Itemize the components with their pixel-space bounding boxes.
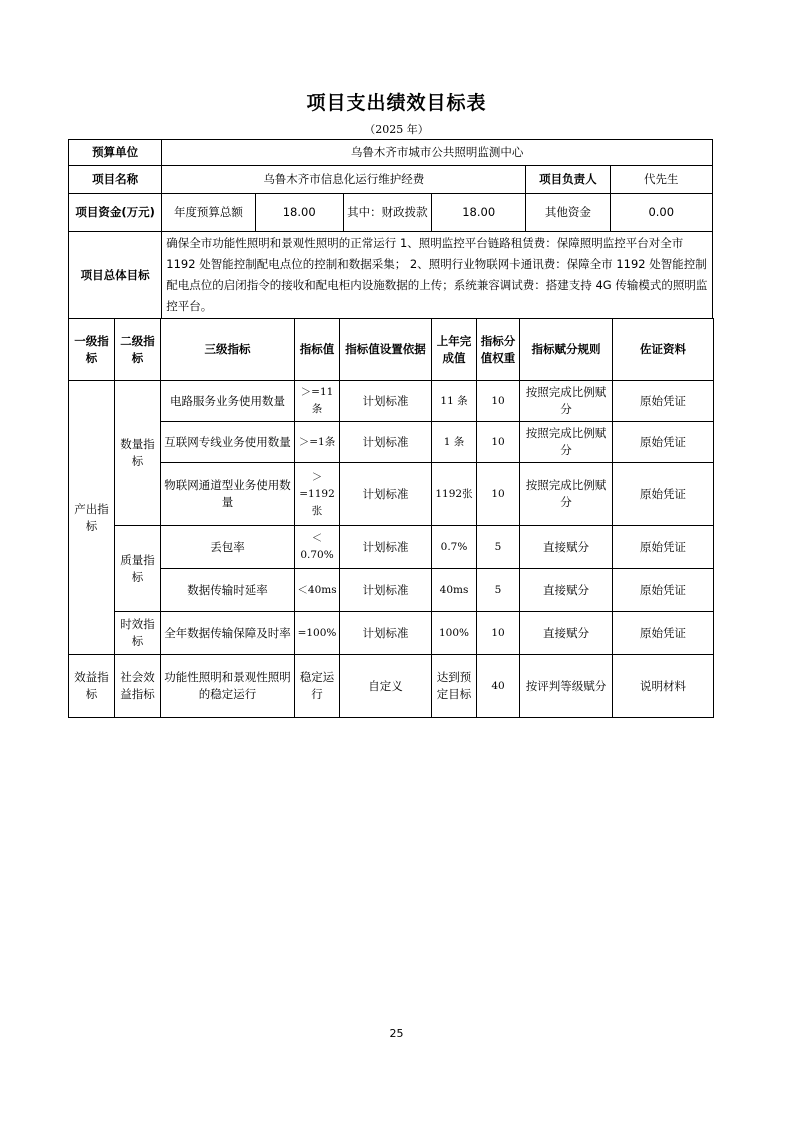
header-evidence: 佐证资料 bbox=[613, 319, 714, 381]
indicator-last-year: 100% bbox=[432, 612, 477, 655]
header-last-year: 上年完成值 bbox=[432, 319, 477, 381]
indicator-weight: 10 bbox=[477, 612, 520, 655]
indicator-weight: 40 bbox=[477, 655, 520, 718]
other-fund-value: 0.00 bbox=[610, 194, 712, 232]
indicator-value: ＜40ms bbox=[295, 569, 340, 612]
table-row bbox=[69, 463, 714, 526]
total-budget-value: 18.00 bbox=[255, 194, 343, 232]
total-budget-label: 年度预算总额 bbox=[162, 194, 255, 232]
indicator-rule: 按照完成比例赋分 bbox=[520, 381, 613, 422]
fiscal-value: 18.00 bbox=[432, 194, 526, 232]
header-rule: 指标赋分规则 bbox=[520, 319, 613, 381]
header-weight: 指标分值权重 bbox=[477, 319, 520, 381]
page-number: 25 bbox=[389, 1027, 404, 1040]
indicator-evidence: 原始凭证 bbox=[613, 463, 714, 526]
indicator-rule: 直接赋分 bbox=[520, 569, 613, 612]
indicator-basis: 计划标准 bbox=[340, 569, 432, 612]
unit-value: 乌鲁木齐市城市公共照明监测中心 bbox=[162, 140, 713, 166]
header-level3: 三级指标 bbox=[161, 319, 295, 381]
indicator-rule: 按照完成比例赋分 bbox=[520, 463, 613, 526]
indicator-value: ＞=1192张 bbox=[295, 463, 340, 526]
project-name-label: 项目名称 bbox=[69, 166, 162, 194]
page-title: 项目支出绩效目标表 bbox=[306, 92, 487, 114]
indicator-basis: 计划标准 bbox=[340, 463, 432, 526]
leader-value: 代先生 bbox=[610, 166, 712, 194]
indicator-last-year: 11 条 bbox=[432, 381, 477, 422]
header-value: 指标值 bbox=[295, 319, 340, 381]
table-row bbox=[69, 422, 714, 463]
indicator-rule: 直接赋分 bbox=[520, 612, 613, 655]
indicator-value: ＞=1条 bbox=[295, 422, 340, 463]
group-benefit: 效益指标 bbox=[69, 655, 115, 718]
project-name-value: 乌鲁木齐市信息化运行维护经费 bbox=[162, 166, 526, 194]
indicator-value: ＞=11条 bbox=[295, 381, 340, 422]
indicator-table bbox=[68, 318, 714, 718]
indicator-name: 功能性照明和景观性照明的稳定运行 bbox=[161, 655, 295, 718]
fiscal-label: 其中：财政拨款 bbox=[343, 194, 431, 232]
indicator-last-year: 40ms bbox=[432, 569, 477, 612]
indicator-basis: 计划标准 bbox=[340, 526, 432, 569]
table-row bbox=[69, 655, 714, 718]
indicator-weight: 5 bbox=[477, 526, 520, 569]
indicator-evidence: 原始凭证 bbox=[613, 422, 714, 463]
indicator-name: 物联网通道型业务使用数量 bbox=[161, 463, 295, 526]
group-quantity: 数量指标 bbox=[115, 381, 161, 526]
indicator-rule: 按照完成比例赋分 bbox=[520, 422, 613, 463]
indicator-basis: 计划标准 bbox=[340, 422, 432, 463]
header-level2: 二级指标 bbox=[115, 319, 161, 381]
indicator-weight: 5 bbox=[477, 569, 520, 612]
indicator-evidence: 说明材料 bbox=[613, 655, 714, 718]
indicator-name: 全年数据传输保障及时率 bbox=[161, 612, 295, 655]
indicator-value: 稳定运行 bbox=[295, 655, 340, 718]
project-info-table bbox=[68, 139, 713, 319]
indicator-basis: 自定义 bbox=[340, 655, 432, 718]
indicator-last-year: 1192张 bbox=[432, 463, 477, 526]
indicator-evidence: 原始凭证 bbox=[613, 526, 714, 569]
indicator-name: 数据传输时延率 bbox=[161, 569, 295, 612]
indicator-evidence: 原始凭证 bbox=[613, 569, 714, 612]
table-row bbox=[69, 381, 714, 422]
other-fund-label: 其他资金 bbox=[526, 194, 610, 232]
indicator-value: ＜0.70% bbox=[295, 526, 340, 569]
year-label: （2025 年） bbox=[364, 123, 429, 136]
indicator-name: 丢包率 bbox=[161, 526, 295, 569]
indicator-name: 电路服务业务使用数量 bbox=[161, 381, 295, 422]
indicator-evidence: 原始凭证 bbox=[613, 381, 714, 422]
indicator-name: 互联网专线业务使用数量 bbox=[161, 422, 295, 463]
overall-goal-label: 项目总体目标 bbox=[69, 232, 162, 319]
group-quality: 质量指标 bbox=[115, 526, 161, 612]
table-row bbox=[69, 612, 714, 655]
fund-label: 项目资金(万元) bbox=[69, 194, 162, 232]
table-row bbox=[69, 526, 714, 569]
indicator-last-year: 1 条 bbox=[432, 422, 477, 463]
indicator-weight: 10 bbox=[477, 381, 520, 422]
group-timeliness: 时效指标 bbox=[115, 612, 161, 655]
group-social: 社会效益指标 bbox=[115, 655, 161, 718]
indicator-last-year: 达到预定目标 bbox=[432, 655, 477, 718]
indicator-weight: 10 bbox=[477, 422, 520, 463]
overall-goal-text: 确保全市功能性照明和景观性照明的正常运行 1、照明监控平台链路租赁费：保障照明监控平台对全市 1192 处智能控制配电点位的控制和数据采集； 2、照明行业物联网卡通讯费：保障全市 1192 处智能控制配电点位的启闭指令的接收和配电柜内设施数据的上传；系统兼容调试费：搭建支持 4G 传输模式的照明监控平台。 bbox=[162, 232, 713, 319]
indicator-weight: 10 bbox=[477, 463, 520, 526]
unit-label: 预算单位 bbox=[69, 140, 162, 166]
indicator-basis: 计划标准 bbox=[340, 612, 432, 655]
header-basis: 指标值设置依据 bbox=[340, 319, 432, 381]
group-output: 产出指标 bbox=[69, 381, 115, 655]
indicator-last-year: 0.7% bbox=[432, 526, 477, 569]
indicator-evidence: 原始凭证 bbox=[613, 612, 714, 655]
indicator-rule: 直接赋分 bbox=[520, 526, 613, 569]
indicator-basis: 计划标准 bbox=[340, 381, 432, 422]
indicator-rule: 按评判等级赋分 bbox=[520, 655, 613, 718]
table-row bbox=[69, 569, 714, 612]
header-level1: 一级指标 bbox=[69, 319, 115, 381]
leader-label: 项目负责人 bbox=[526, 166, 610, 194]
indicator-value: =100% bbox=[295, 612, 340, 655]
